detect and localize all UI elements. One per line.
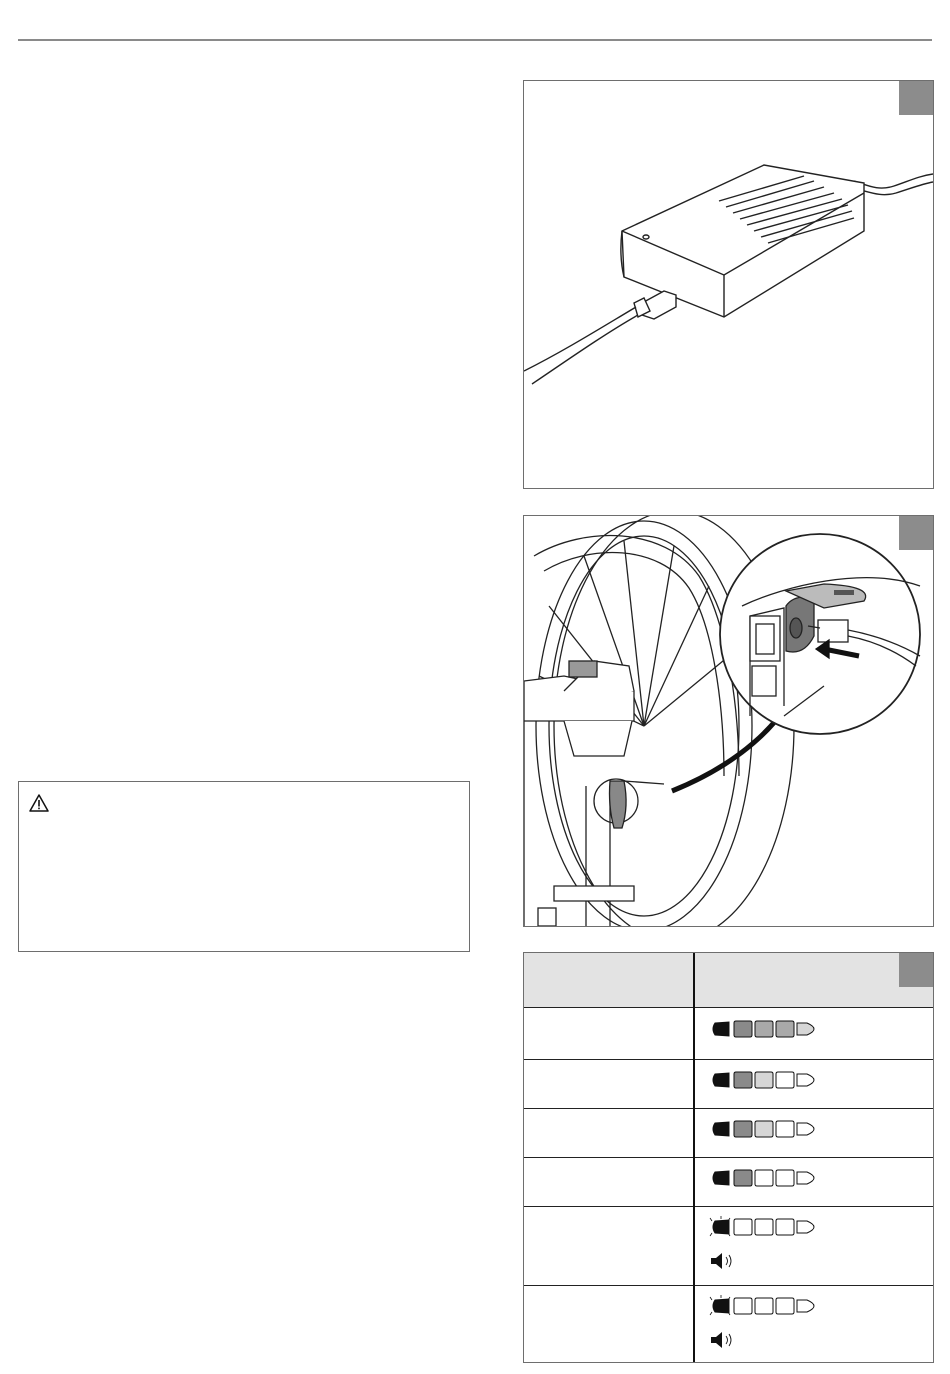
table-row — [524, 1059, 933, 1109]
battery-segment — [755, 1298, 773, 1314]
table-header — [524, 953, 933, 1008]
figure-power-adapter — [523, 80, 934, 489]
battery-segment — [755, 1121, 773, 1137]
battery-segment — [797, 1300, 814, 1312]
battery-status-table — [523, 952, 934, 1363]
battery-segment — [755, 1072, 773, 1088]
header-rule — [18, 39, 932, 41]
battery-segment — [713, 1220, 729, 1234]
table-row — [524, 1108, 933, 1158]
battery-segment — [755, 1219, 773, 1235]
battery-segment — [776, 1121, 794, 1137]
battery-segment — [797, 1074, 814, 1086]
battery-segment — [755, 1170, 773, 1186]
battery-segment — [776, 1072, 794, 1088]
battery-segment — [734, 1021, 752, 1037]
figure-charging-port — [523, 515, 934, 927]
table-row — [524, 1285, 933, 1362]
battery-segment — [713, 1299, 729, 1313]
battery-level-icon — [709, 1069, 819, 1091]
blink-ray — [710, 1233, 712, 1236]
battery-segment — [734, 1121, 752, 1137]
figure-number-tab — [899, 953, 933, 987]
battery-segment — [797, 1023, 814, 1035]
table-row — [524, 1157, 933, 1207]
speaker-sound-icon — [709, 1329, 739, 1351]
charging-port-icon — [524, 516, 933, 926]
battery-segment — [776, 1021, 794, 1037]
battery-level-icon — [709, 1118, 819, 1140]
battery-segment — [797, 1172, 814, 1184]
warning-triangle-icon — [29, 794, 49, 812]
battery-segment — [755, 1021, 773, 1037]
blink-ray — [710, 1312, 712, 1315]
table-row — [524, 1206, 933, 1286]
battery-segment — [713, 1171, 729, 1185]
battery-segment — [713, 1122, 729, 1136]
battery-segment — [734, 1219, 752, 1235]
battery-level-icon — [709, 1167, 819, 1189]
battery-level-icon — [709, 1216, 819, 1238]
blink-ray — [710, 1297, 712, 1300]
table-row — [524, 1008, 933, 1060]
warning-box — [18, 781, 470, 952]
battery-segment — [776, 1170, 794, 1186]
battery-segment — [734, 1170, 752, 1186]
speaker-sound-icon — [709, 1250, 739, 1272]
power-adapter-icon — [524, 81, 933, 488]
battery-segment — [734, 1298, 752, 1314]
battery-segment — [797, 1123, 814, 1135]
battery-segment — [734, 1072, 752, 1088]
battery-segment — [776, 1219, 794, 1235]
battery-level-icon — [709, 1018, 819, 1040]
column-divider — [693, 953, 695, 1362]
battery-segment — [713, 1073, 729, 1087]
battery-segment — [776, 1298, 794, 1314]
blink-ray — [710, 1218, 712, 1221]
battery-segment — [713, 1022, 729, 1036]
battery-segment — [797, 1221, 814, 1233]
battery-level-icon — [709, 1295, 819, 1317]
